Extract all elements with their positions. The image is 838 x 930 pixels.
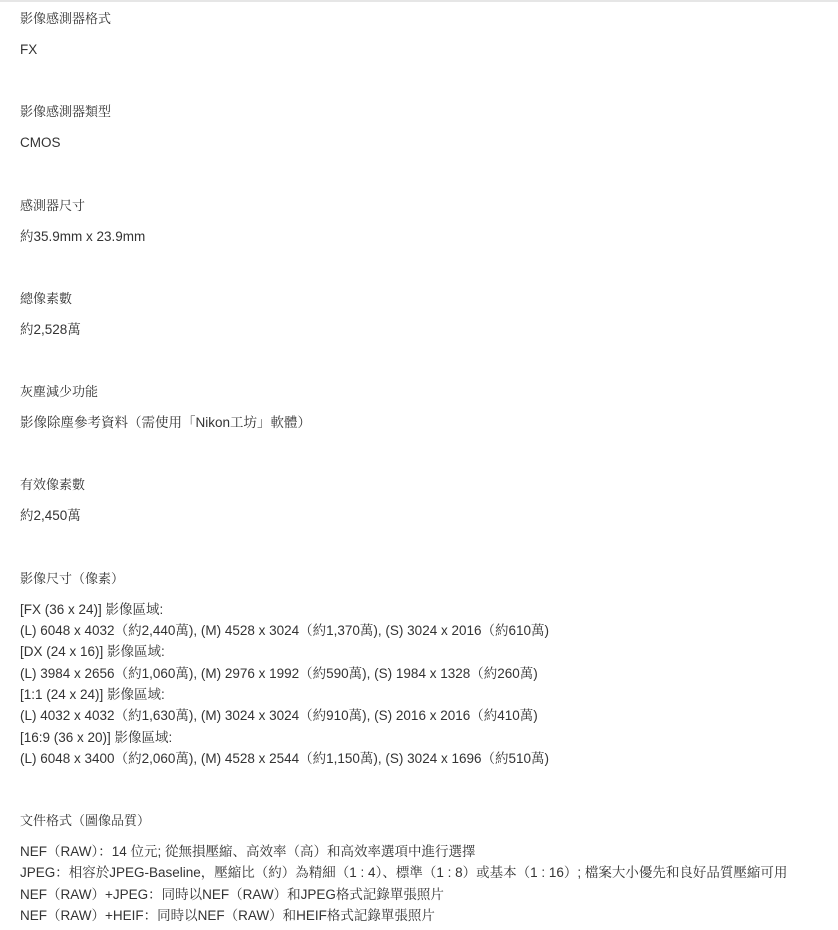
spec-value-line: (L) 4032 x 4032（約1,630萬), (M) 3024 x 3024（約910萬), (S) 2016 x 2016（約410萬) <box>20 708 538 724</box>
spec-value-line: [DX (24 x 16)] 影像區域: <box>20 644 165 660</box>
spec-label: 影像感測器類型 <box>20 104 112 120</box>
spec-sensor-format <box>20 8 830 60</box>
spec-list <box>20 8 830 926</box>
spec-value: CMOS <box>20 135 61 151</box>
spec-label: 影像尺寸（像素） <box>20 570 125 586</box>
spec-image-size <box>20 568 830 769</box>
top-divider <box>0 0 838 2</box>
spec-sensor-type <box>20 101 830 153</box>
spec-value-line: NEF（RAW）+JPEG：同時以NEF（RAW）和JPEG格式記錄單張照片 <box>20 886 444 902</box>
spec-value: FX <box>20 42 38 57</box>
spec-value-line: NEF（RAW）：14 位元; 從無損壓縮、高效率（高）和高效率選項中進行選擇 <box>20 844 476 860</box>
spec-value: 約35.9mm x 23.9mm <box>20 228 146 244</box>
spec-dust-reduction <box>20 381 830 433</box>
spec-value-line: (L) 3984 x 2656（約1,060萬), (M) 2976 x 1992（約590萬), (S) 1984 x 1328（約260萬) <box>20 665 538 681</box>
spec-value-line: NEF（RAW）+HEIF：同時以NEF（RAW）和HEIF格式記錄單張照片 <box>20 908 435 924</box>
spec-value: 約2,450萬 <box>20 508 81 524</box>
spec-effective-pixels <box>20 474 830 526</box>
spec-value-line: [1:1 (24 x 24)] 影像區域: <box>20 686 165 702</box>
spec-label: 文件格式（圖像品質） <box>20 813 151 829</box>
spec-value-line: JPEG：相容於JPEG-Baseline，壓縮比（約）為精細（1 : 4）、標準（1 : 8）或基本（1 : 16）; 檔案大小優先和良好品質壓縮可用 <box>20 865 788 881</box>
spec-label: 總像素數 <box>20 290 73 306</box>
spec-value: 約2,528萬 <box>20 321 81 337</box>
spec-label: 灰塵減少功能 <box>20 384 99 400</box>
spec-label: 影像感測器格式 <box>20 11 112 26</box>
spec-label: 感測器尺寸 <box>20 197 86 213</box>
spec-value-line: (L) 6048 x 3400（約2,060萬), (M) 4528 x 2544（約1,150萬), (S) 3024 x 1696（約510萬) <box>20 750 550 766</box>
spec-label: 有效像素數 <box>20 477 86 493</box>
spec-value-line: [FX (36 x 24)] 影像區域: <box>20 601 164 617</box>
spec-value: 影像除塵參考資料（需使用「Nikon工坊」軟體） <box>20 415 312 431</box>
spec-file-format <box>20 810 830 926</box>
spec-value-line: (L) 6048 x 4032（約2,440萬), (M) 4528 x 3024（約1,370萬), (S) 3024 x 2016（約610萬) <box>20 623 550 639</box>
spec-sensor-size <box>20 195 830 247</box>
spec-value-line: [16:9 (36 x 20)] 影像區域: <box>20 729 173 745</box>
spec-total-pixels <box>20 288 830 340</box>
